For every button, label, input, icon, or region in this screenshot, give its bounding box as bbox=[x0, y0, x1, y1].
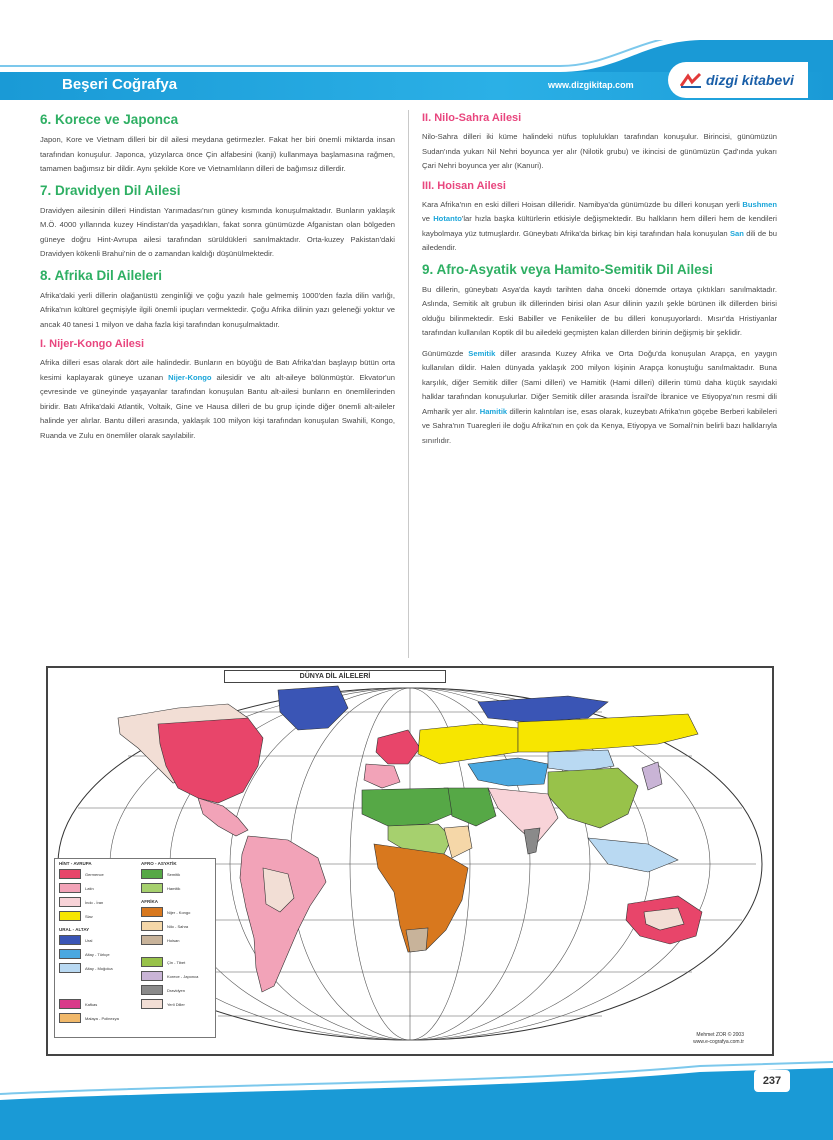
legend-item: Hamitik bbox=[141, 883, 180, 893]
section-2-text: Nilo-Sahra dilleri iki küme halindeki nüfus toplulukları tarafından konuşulur. Birincisi, günümüzün Sudan'ında yukarı Nil Nehri boyunca yer alır (Nilotik grubu) ve ikincisi de günümüzün Çad'ında yukarı Çari Nehri boyunca yer alır (Kanuri). bbox=[422, 132, 777, 170]
section-6-text: Japon, Kore ve Vietnam dilleri bir dil ailesi meydana getirmezler. Fakat her biri önemli miktarda insan tarafından konuşulur. Japonca, yüzyılarca önce Çin alfabesini (kanji) kullanmaya başlamasına rağmen, tamamen bağımsız bir dildir. Aynı şekilde Kore ve Vietnamlıların dilleri de bağımsız dillerdir. bbox=[40, 135, 395, 173]
section-6-title: 6. Korece ve Japonca bbox=[40, 112, 179, 127]
map-credit: Mehmet ZOR © 2003 www.e-cografya.com.tr bbox=[693, 1032, 744, 1045]
legend-group-1: HİNT - AVRUPA bbox=[59, 861, 92, 866]
legend-item: Nijer - Kongo bbox=[141, 907, 190, 917]
legend-item: Dravidyen bbox=[141, 985, 185, 995]
section-8-title: 8. Afrika Dil Aileleri bbox=[40, 267, 163, 283]
legend-item: Semitik bbox=[141, 869, 180, 879]
legend-item: Slav bbox=[59, 911, 93, 921]
legend-item: Korece - Japonca bbox=[141, 971, 198, 981]
section-3-title: III. Hoisan Ailesi bbox=[422, 179, 506, 192]
highlight-bushmen: Bushmen bbox=[742, 199, 777, 209]
page-number: 237 bbox=[754, 1070, 790, 1092]
legend-item: Malaya - Polinezya bbox=[59, 1013, 119, 1023]
legend-item: Nilo - Sahra bbox=[141, 921, 188, 931]
legend-item: Latin bbox=[59, 883, 94, 893]
legend-item: İndo - İran bbox=[59, 897, 103, 907]
header-title: Beşeri Coğrafya bbox=[62, 76, 178, 93]
highlight-nijer-kongo: Nijer-Kongo bbox=[168, 372, 212, 382]
publisher-logo bbox=[668, 62, 808, 98]
section-8a-title: I. Nijer-Kongo Ailesi bbox=[40, 338, 145, 350]
map-legend bbox=[54, 858, 216, 1038]
legend-item: Germence bbox=[59, 869, 104, 879]
region-africa-hoisan bbox=[406, 928, 428, 952]
column-divider bbox=[408, 110, 409, 658]
legend-item: Kafkas bbox=[59, 999, 97, 1009]
logo-text: dizgi kitabevi bbox=[706, 72, 794, 88]
header-url[interactable]: www.dizgikitap.com bbox=[548, 80, 634, 90]
section-9-text-1: Bu dillerin, güneybatı Asya'da kaydı tarihten daha önceki dönemde ortaya çıktıkları sanılmaktadır. Aslında, Semitik alt grubun ilk dillerinden birisi olan Asur dilinin yazılı şekle bürünen ilk dillerden birisi olduğu bilinmektedir. Eski Babiller ve Fenikeliler de bu dilleri konuşuyorlardı. Mısır'da Hristiyanlar tarafından kullanılan Koptik dil bu ailedeki geçmişten kalan dillerden birinin değişmiş bir şeklidir. bbox=[422, 284, 777, 337]
map-title: DÜNYA DİL AİLELERİ bbox=[224, 670, 446, 683]
section-7-text: Dravidyen ailesinin dilleri Hindistan Yarımadası'nın güney kısmında konuşulmaktadır. Bunların yaklaşık M.Ö. 4000 yıllarında kuzey Hindistan'da yaşadıkları, fakat sonra günümüzde Afganistan olan bölgeden güneye doğru Hint-Avrupa ailesi tarafından sürüldükleri sanılmaktadır. Orta-kuzey Pakistan'daki Dravidyen kökenli Brahui'nin de o zamandan kaldığı düşünülmektedir. bbox=[40, 205, 395, 258]
legend-item: Altay - Moğolca bbox=[59, 963, 113, 973]
section-9-title: 9. Afro-Asyatik veya Hamito-Semitik Dil Ailesi bbox=[422, 261, 713, 277]
left-column bbox=[40, 108, 395, 449]
highlight-hotanto: Hotanto bbox=[433, 214, 462, 223]
section-7-title: 7. Dravidyen Dil Ailesi bbox=[40, 182, 181, 198]
legend-item: Yerli Diller bbox=[141, 999, 185, 1009]
right-column bbox=[422, 108, 777, 454]
logo-mark-icon bbox=[680, 72, 702, 88]
legend-item: Altay - Türkçe bbox=[59, 949, 110, 959]
highlight-hamitik: Hamitik bbox=[479, 406, 508, 416]
footer-swoosh bbox=[0, 1060, 833, 1140]
world-language-map bbox=[46, 666, 774, 1056]
section-8-text: Afrika'daki yerli dillerin olağanüstü zenginliği ve çoğu yazılı hale gelmemiş 1000'den fazla dilin varlığı, Afrika'nın kültürel geçmişiyle ilgili önemli ipuçları vermektedir. Çoğu Afrika dilinin yazı geleneği yoktur ve ancak 40 tanesi 1 milyon ve daha fazla kişi tarafından konuşulmaktadır. bbox=[40, 290, 395, 329]
legend-item: Hoisan bbox=[141, 935, 179, 945]
highlight-san: San bbox=[729, 228, 744, 238]
section-8a-text: Afrika dilleri esas olarak dört aile halindedir. Bunların en büyüğü de Batı Afrika'dan başlayıp bütün orta kesimi kaplayarak güneye uzanan Nijer-Kongo ailesidir ve altı alt-aileye bölünmüştür. Ekvator'un çevresinde ve güneyinde yaşayanlar tarafından konuşulan Bantu alt-ailesi bunların en önemlilerinden biridir. Batı Afrika'daki Atlantik, Voltaik, Gine ve Hausa dilleri de bu grup içinde diğer önemli alt-aileler halinde yer alırlar. Bantu dilleri arasında, yaklaşık 100 milyon kişi tarafından konuşulan Swahili, Kongo, Ruanda ve Zulu en önemliler olarak sayılabilir. bbox=[40, 358, 395, 440]
section-9-text-2: Günümüzde Semitik diller arasında Kuzey Afrika ve Orta Doğu'da konuşulan Arapça, en yaygın kullanılan dildir. Halen dünyada yaklaşık 200 milyon kişinin Arapça konuştuğu sanılmaktadır. Buna karşılık, diğer Semitik diller (Sami dilleri) ve Hamitik (Hami dilleri) dillerin tümü daha küçük sayıdaki halklar tarafından konuşulurlar. Diğer Semitik diller arasında İsrail'de İbranice ve Etiyopya'nın resmi dili Amharik yer alır. Hamitik dillerin kalıntıları ise, esas olarak, kuzeybatı Afrika'nın göçebe Berberi kabileleri ve Sahra'nın Tuaregleri ile doğu Afrika'nın en çok da Kenya, Etiyopya ve Somali'nin belirli bazı halklarıyla sınırlıdır. bbox=[422, 348, 777, 445]
legend-item: Ural bbox=[59, 935, 92, 945]
highlight-semitik: Semitik bbox=[468, 348, 496, 358]
legend-group-4: AFRİKA bbox=[141, 899, 158, 904]
legend-group-3: AFRO - ASYATİK bbox=[141, 861, 177, 866]
section-2-title: II. Nilo-Sahra Ailesi bbox=[422, 112, 522, 124]
section-3-text: Kara Afrika'nın en eski dilleri Hoisan dilleridir. Namibya'da günümüzde bu dilleri konuşan yerli Bushmen ve Hotanto'lar hızla başka kültürlerin etkisiyle değişmektedir. Bu halkların hem dilleri hem de kendileri kaybolmaya yüz tutmuşlardır. Güneybatı Afrika'da birkaç bin kişi tarafından hala konuşulan San dili de bu ailedendir. bbox=[422, 199, 777, 252]
legend-group-2: URAL - ALTAY bbox=[59, 927, 90, 932]
legend-item: Çin - Tibet bbox=[141, 957, 185, 967]
